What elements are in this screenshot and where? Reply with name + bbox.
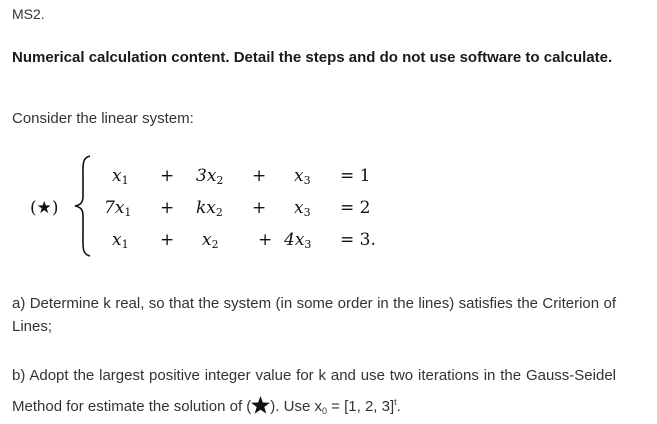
eq2-op1: + bbox=[160, 198, 175, 218]
linear-system: (★) $x_1$ + $3x_2$ + $x_3$ = 1 $7x_1$ + $kx_2$ + $x_3$ = 2 $x_1$ + $x_2$ + $4x_3$ = 3. bbox=[0, 152, 400, 262]
eq1-term3: x bbox=[294, 166, 304, 186]
problem-heading: MS2. bbox=[12, 6, 45, 22]
eq3-term3: 4x bbox=[284, 230, 305, 250]
transpose-superscript: t bbox=[394, 397, 397, 407]
eq2-term2: kx bbox=[196, 198, 216, 218]
eq3-rhs: = 3. bbox=[340, 230, 376, 250]
eq2-rhs: = 2 bbox=[340, 198, 371, 218]
eq3-op1: + bbox=[160, 230, 175, 250]
intro-text: Consider the linear system: bbox=[12, 110, 194, 127]
eq1-rhs: = 1 bbox=[340, 166, 371, 186]
instruction-text: Numerical calculation content. Detail the steps and do not use software to calculate. bbox=[12, 49, 613, 66]
question-b-use: ). Use x bbox=[270, 398, 322, 415]
star-icon bbox=[251, 396, 270, 414]
initial-vector: = [1, 2, 3] bbox=[327, 398, 395, 415]
eq1-op1: + bbox=[160, 166, 175, 186]
eq2-term3: x bbox=[294, 198, 304, 218]
eq3-term1: x bbox=[112, 230, 122, 250]
question-a: a) Determine k real, so that the system (in some order in the lines) satisfies the Criterion of Lines; bbox=[12, 295, 616, 335]
eq1-term2: 3x bbox=[196, 166, 217, 186]
eq2-term1: 7x bbox=[104, 198, 125, 218]
eq3-op2: + bbox=[258, 230, 273, 250]
x-subscript: 0 bbox=[321, 406, 327, 416]
question-b-text: b) Adopt the largest positive integer value for k and use two iterations in the Gauss-Seidel Method for estimate the solution of ( bbox=[12, 367, 616, 415]
system-label: (★) bbox=[30, 198, 59, 218]
question-b bbox=[12, 363, 616, 424]
eq1-term1: x bbox=[112, 166, 122, 186]
left-brace-icon bbox=[73, 154, 95, 258]
eq3-term2: x bbox=[202, 230, 212, 250]
question-b-end: . bbox=[396, 398, 401, 415]
eq1-op2: + bbox=[252, 166, 267, 186]
eq2-op2: + bbox=[252, 198, 267, 218]
